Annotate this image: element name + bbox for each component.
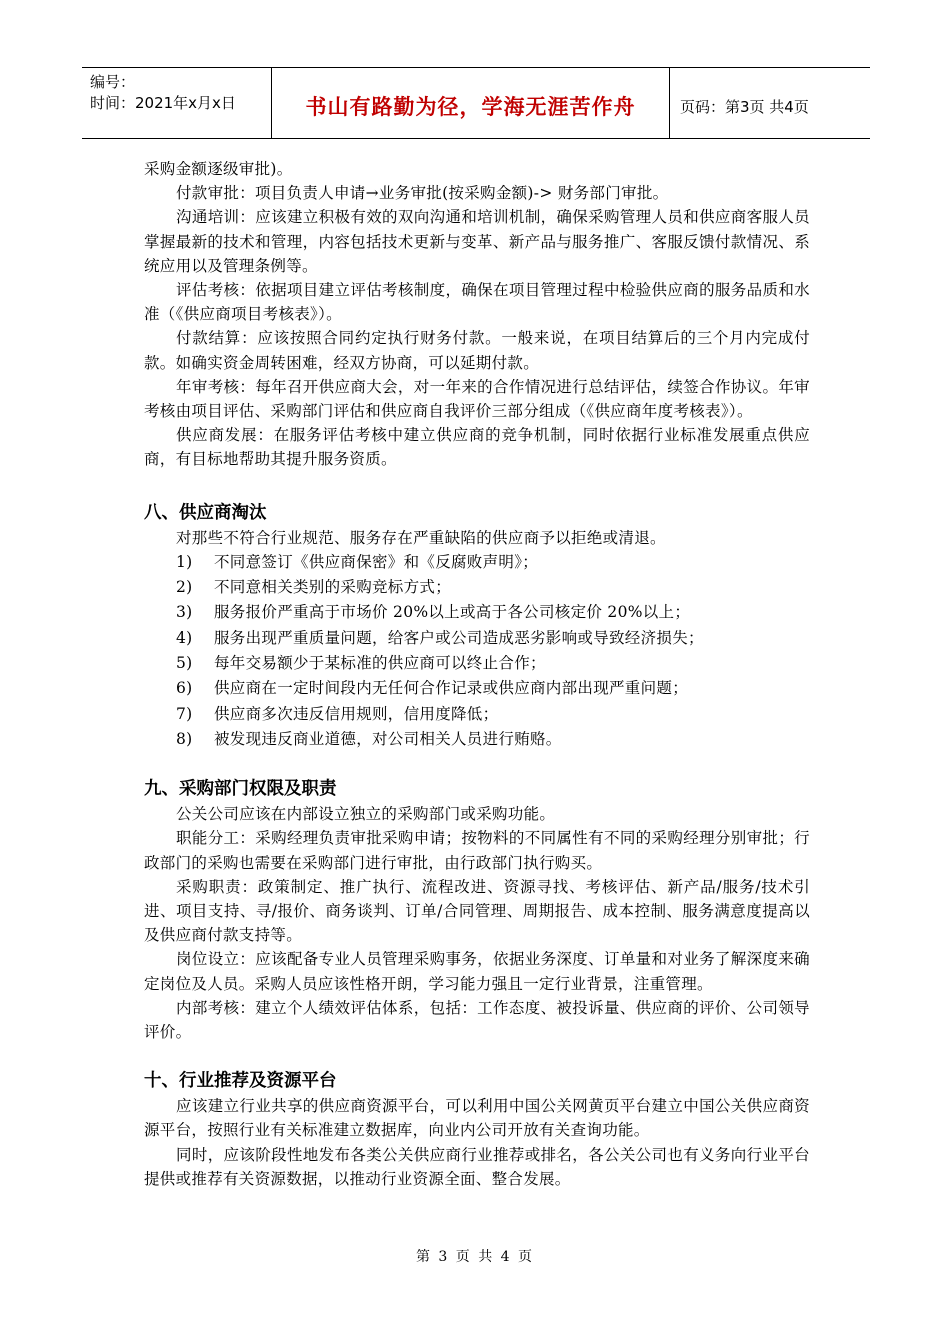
- paragraph: 供应商发展：在服务评估考核中建立供应商的竞争机制，同时依据行业标准发展重点供应商，有目标地帮助其提升服务资质。: [144, 426, 810, 469]
- header-motto: 书山有路勤为径，学海无涯苦作舟: [272, 68, 670, 138]
- paragraph: 评估考核：依据项目建立评估考核制度，确保在项目管理过程中检验供应商的服务品质和水准（《供应商项目考核表》）。: [144, 281, 810, 324]
- list-item-text: 每年交易额少于某标准的供应商可以终止合作；: [214, 654, 546, 673]
- list-item: [144, 575, 810, 600]
- paragraph: 同时，应该阶段性地发布各类公关供应商行业推荐或排名，各公关公司也有义务向行业平台提供或推荐有关资源数据，以推动行业资源全面、整合发展。: [144, 1145, 810, 1188]
- list-item-number: 8): [176, 729, 193, 748]
- document-number-label: 编号：: [90, 73, 136, 91]
- paragraph: 采购金额逐级审批)。: [144, 160, 293, 178]
- section-heading-9: 九、采购部门权限及职责: [144, 779, 337, 800]
- header-meta: [82, 68, 272, 138]
- list-item: [144, 727, 810, 752]
- header-page-number: 页码：第3页 共4页: [680, 97, 809, 116]
- paragraph: 年审考核：每年召开供应商大会，对一年来的合作情况进行总结评估，续签合作协议。年审考核由项目评估、采购部门评估和供应商自我评价三部分组成（《供应商年度考核表》）。: [144, 377, 810, 421]
- section-heading-8: 八、供应商淘汰: [144, 502, 267, 523]
- list-item-text: 不同意签订《供应商保密》和《反腐败声明》；: [214, 552, 539, 571]
- list-item: [144, 550, 810, 575]
- paragraph: 付款审批：项目负责人申请→业务审批(按采购金额)-> 财务部门审批。: [176, 184, 669, 203]
- list-item-number: 6): [176, 679, 193, 698]
- paragraph: 付款结算：应该按照合同约定执行财务付款。一般来说，在项目结算后的三个月内完成付款。如确实资金周转困难，经双方协商，可以延期付款。: [144, 329, 810, 372]
- document-date-label: 时间：2021年x月x日: [90, 94, 236, 112]
- list-item-text: 服务报价严重高于市场价 20%以上或高于各公司核定价 20%以上；: [214, 603, 691, 622]
- list-item-text: 服务出现严重质量问题，给客户或公司造成恶劣影响或导致经济损失；: [214, 628, 704, 647]
- paragraph: 岗位设立：应该配备专业人员管理采购事务，依据业务深度、订单量和对业务了解深度来确定岗位及人员。采购人员应该性格开朗，学习能力强且一定行业背景，注重管理。: [144, 950, 810, 993]
- list-item-text: 被发现违反商业道德，对公司相关人员进行贿赂。: [214, 729, 562, 748]
- document-body: [144, 157, 810, 1191]
- list-item-number: 5): [176, 654, 193, 673]
- list-item-number: 2): [176, 578, 193, 597]
- paragraph: 内部考核：建立个人绩效评估体系，包括：工作态度、被投诉量、供应商的评价、公司领导评价。: [144, 998, 810, 1042]
- list-item: [144, 651, 810, 676]
- elimination-list: [144, 550, 810, 752]
- paragraph: 沟通培训：应该建立积极有效的双向沟通和培训机制，确保采购管理人员和供应商客服人员掌握最新的技术和管理，内容包括技术更新与变革、新产品与服务推广、客服反馈付款情况、系统应用以及管理条例等。: [144, 208, 810, 275]
- paragraph: 公关公司应该在内部设立独立的采购部门或采购功能。: [176, 805, 556, 824]
- list-item-text: 不同意相关类别的采购竞标方式；: [214, 578, 452, 597]
- list-item-number: 1): [176, 552, 193, 571]
- list-item: [144, 702, 810, 727]
- list-item-text: 供应商在一定时间段内无任何合作记录或供应商内部出现严重问题；: [214, 679, 689, 698]
- list-item-number: 3): [176, 603, 193, 622]
- page-footer: 第 3 页 共 4 页: [415, 1249, 535, 1265]
- list-item-number: 4): [176, 628, 193, 647]
- list-item-text: 供应商多次违反信用规则，信用度降低；: [214, 704, 499, 723]
- paragraph: 应该建立行业共享的供应商资源平台，可以利用中国公关网黄页平台建立中国公关供应商资源平台，按照行业有关标准建立数据库，向业内公司开放有关查询功能。: [144, 1097, 810, 1140]
- paragraph: 职能分工：采购经理负责审批采购申请；按物料的不同属性有不同的采购经理分别审批；行政部门的采购也需要在采购部门进行审批，由行政部门执行购买。: [144, 829, 810, 872]
- list-item-number: 7): [176, 704, 193, 723]
- list-item: [144, 676, 810, 701]
- list-item: [144, 626, 810, 651]
- paragraph: 采购职责：政策制定、推广执行、流程改进、资源寻找、考核评估、新产品/服务/技术引进、项目支持、寻/报价、商务谈判、订单/合同管理、周期报告、成本控制、服务满意度提高以及供应商付款支持等。: [144, 877, 810, 945]
- list-item: [144, 600, 810, 625]
- section-heading-10: 十、行业推荐及资源平台: [144, 1071, 337, 1092]
- section-8-intro: 对那些不符合行业规范、服务存在严重缺陷的供应商予以拒绝或清退。: [176, 528, 666, 547]
- page-header: [82, 67, 870, 139]
